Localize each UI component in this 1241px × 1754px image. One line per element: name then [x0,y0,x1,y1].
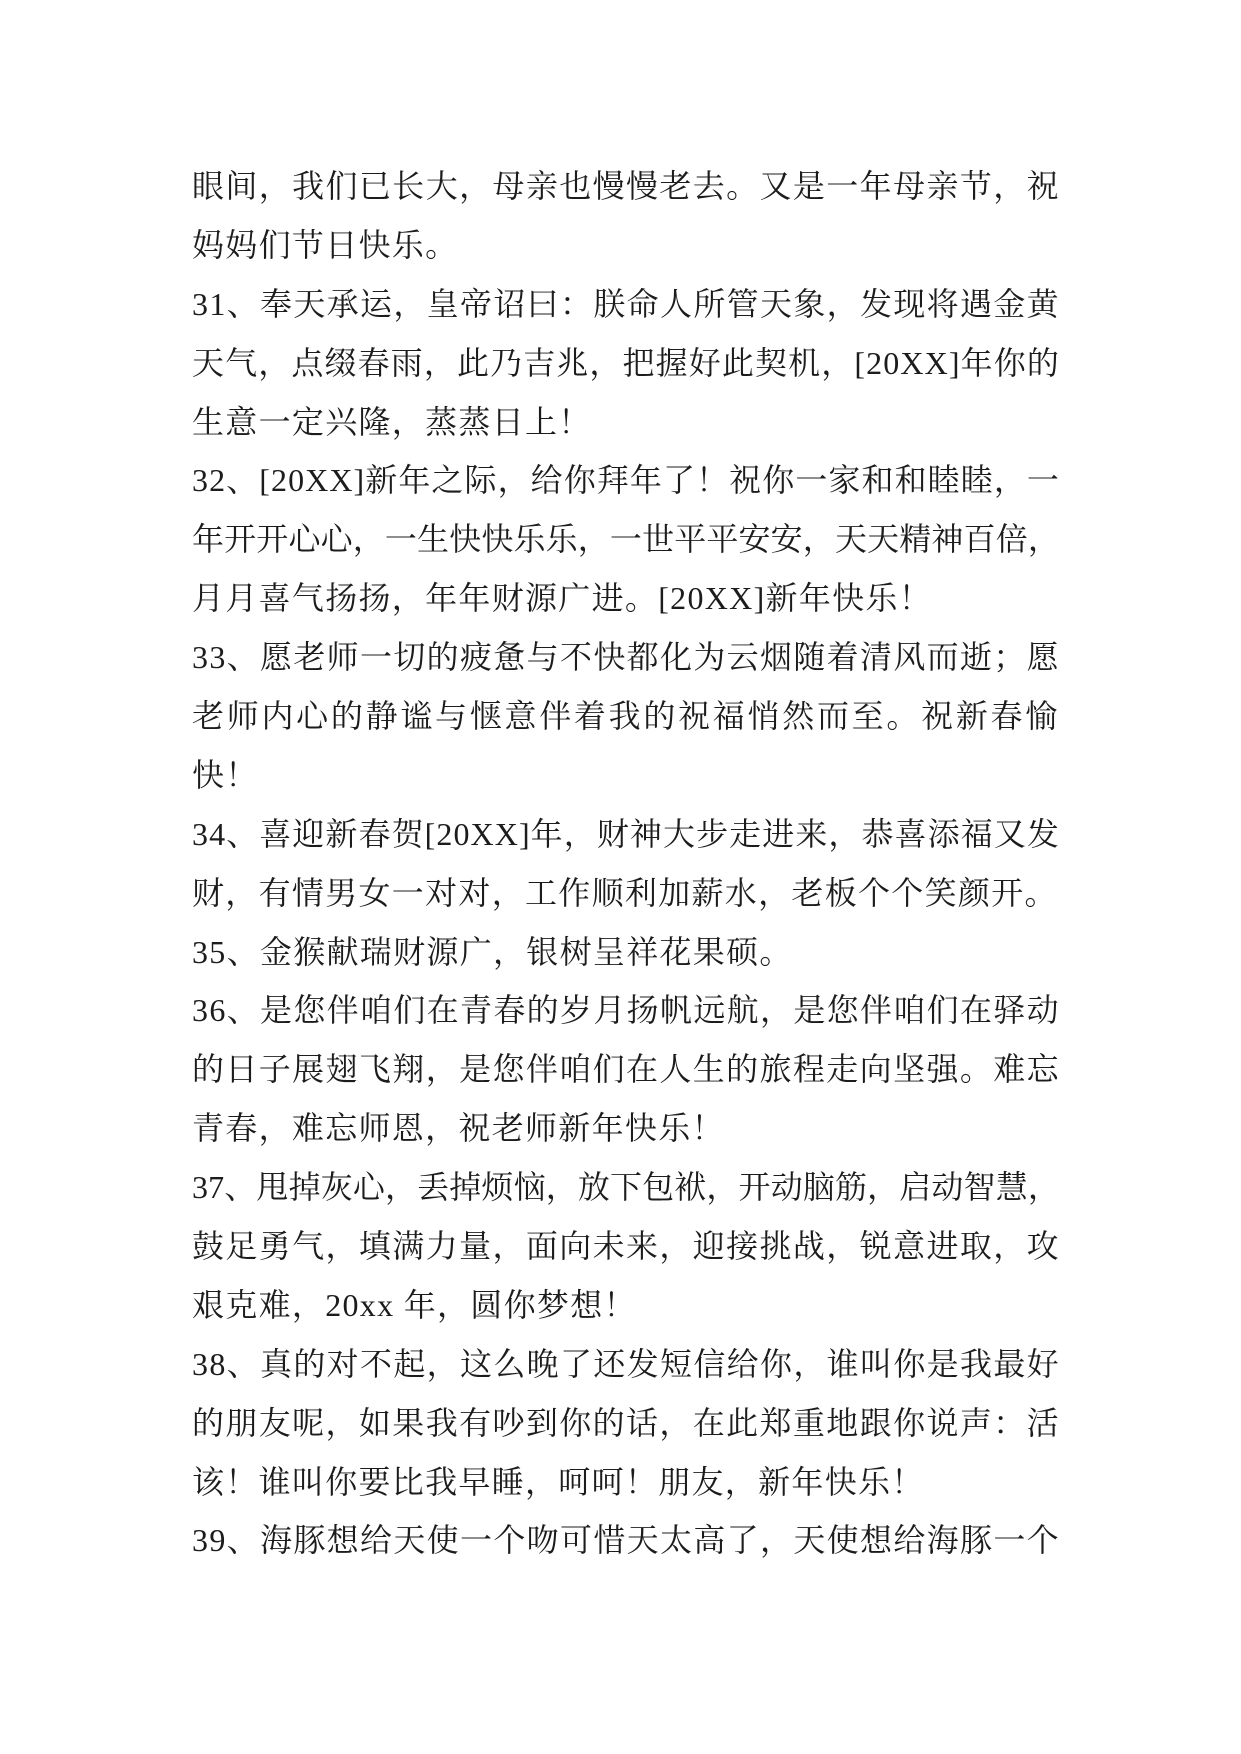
text-line: 年开开心心，一生快快乐乐，一世平平安安，天天精神百倍， [192,521,1060,558]
text-line: 36、是您伴咱们在青春的岁月扬帆远航，是您伴咱们在驿动 [192,992,1060,1029]
text-line: 39、海豚想给天使一个吻可惜天太高了，天使想给海豚一个 [192,1522,1060,1559]
paragraph-32 [192,451,1060,628]
text-line: 月月喜气扬扬，年年财源广进。[20XX]新年快乐！ [192,580,933,617]
text-line: 财，有情男女一对对，工作顺利加薪水，老板个个笑颜开。 [192,874,1058,911]
paragraph-33 [192,628,1060,805]
paragraph-34 [192,805,1060,923]
paragraph-38 [192,1335,1060,1512]
paragraph-35 [192,923,1060,982]
paragraph-continued [192,157,1060,275]
text-line: 33、愿老师一切的疲惫与不快都化为云烟随着清风而逝；愿 [192,639,1060,676]
text-line: 该！谁叫你要比我早睡，呵呵！朋友，新年快乐！ [192,1463,925,1500]
text-line: 32、[20XX]新年之际，给你拜年了！祝你一家和和睦睦，一 [192,462,1060,499]
text-line: 31、奉天承运，皇帝诏曰：朕命人所管天象，发现将遇金黄 [192,285,1060,322]
text-line: 35、金猴献瑞财源广，银树呈祥花果硕。 [192,933,793,970]
text-line: 老师内心的静谧与惬意伴着我的祝福悄然而至。祝新春愉 [192,698,1060,735]
text-line: 鼓足勇气，填满力量，面向未来，迎接挑战，锐意进取，攻 [192,1228,1060,1265]
text-line: 快！ [192,756,259,793]
text-line: 青春，难忘师恩，祝老师新年快乐！ [192,1110,725,1147]
text-line: 生意一定兴隆，蒸蒸日上！ [192,403,592,440]
paragraph-39 [192,1511,1060,1570]
text-line: 的日子展翅飞翔，是您伴咱们在人生的旅程走向坚强。难忘 [192,1051,1060,1088]
text-line: 37、甩掉灰心，丢掉烦恼，放下包袱，开动脑筋，启动智慧， [192,1169,1060,1206]
text-line: 天气，点缀春雨，此乃吉兆，把握好此契机，[20XX]年你的 [192,344,1060,381]
text-line: 艰克难，20xx 年，圆你梦想！ [192,1286,637,1323]
text-line: 34、喜迎新春贺[20XX]年，财神大步走进来，恭喜添福又发 [192,815,1060,852]
text-line: 妈妈们节日快乐。 [192,226,459,263]
text-line: 眼间，我们已长大，母亲也慢慢老去。又是一年母亲节，祝 [192,168,1060,204]
text-line: 的朋友呢，如果我有吵到你的话，在此郑重地跟你说声：活 [192,1404,1060,1441]
paragraph-37 [192,1158,1060,1335]
paragraph-31 [192,275,1060,452]
text-line: 38、真的对不起，这么晚了还发短信给你，谁叫你是我最好 [192,1345,1060,1382]
document-body [192,157,1060,1570]
paragraph-36 [192,981,1060,1158]
